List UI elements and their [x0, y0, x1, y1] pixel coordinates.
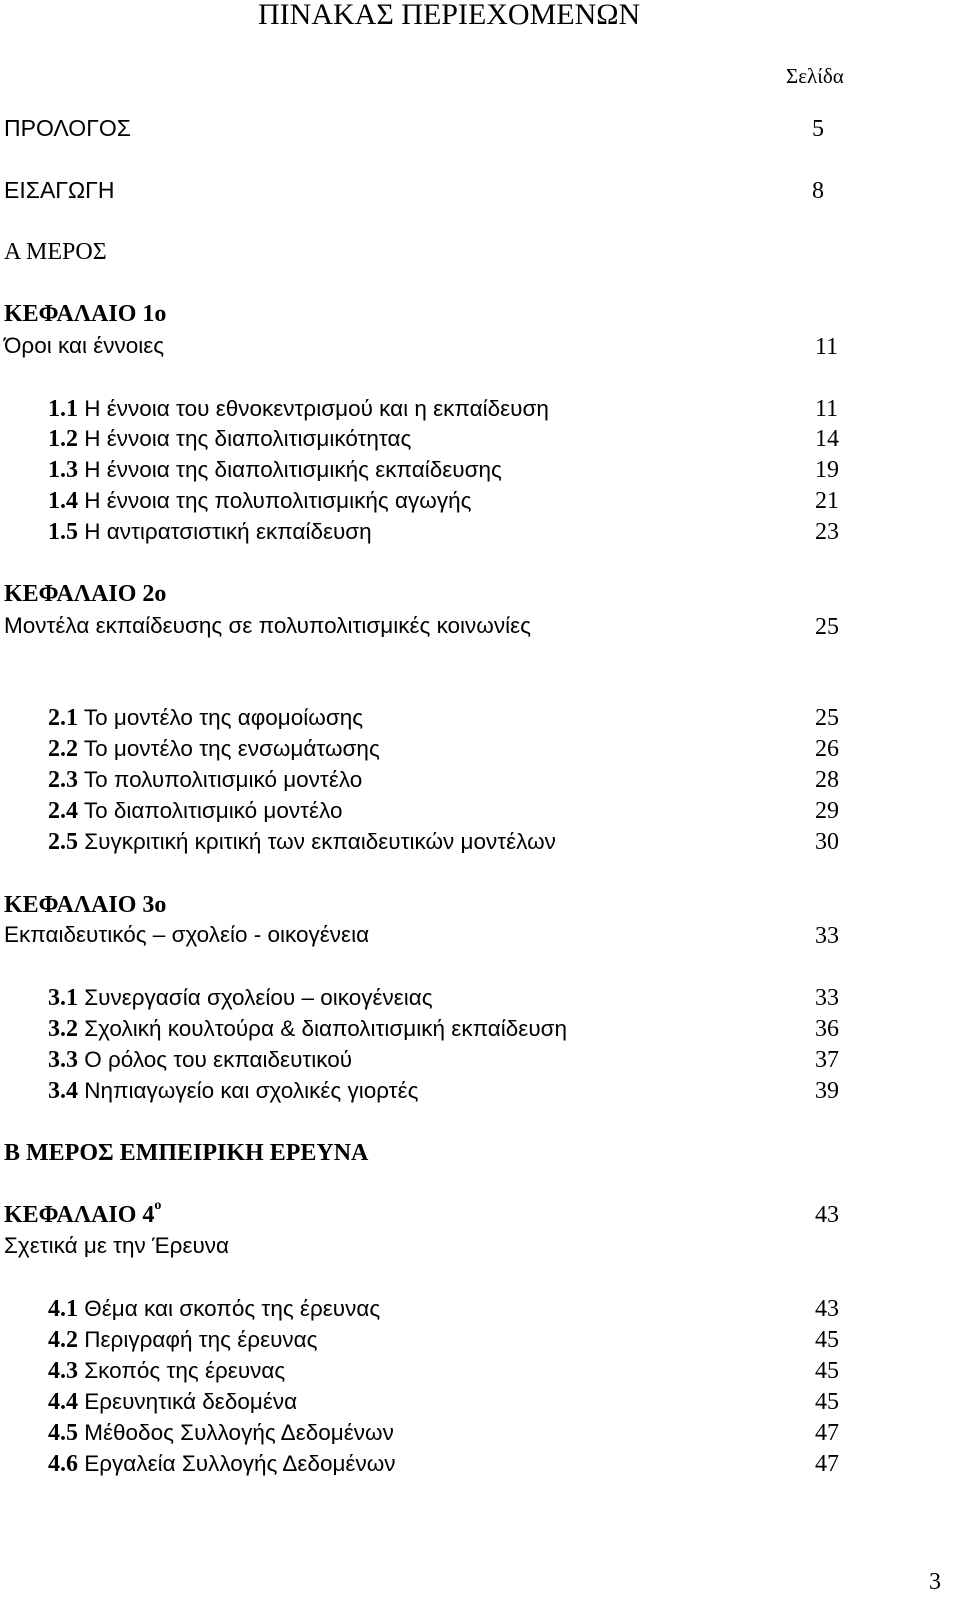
toc-item-1-4-page: 21 — [815, 488, 839, 514]
part-a-heading: Α ΜΕΡΟΣ — [4, 239, 107, 265]
toc-item-2-5: 2.5 Συγκριτική κριτική των εκπαιδευτικών μοντέλων — [48, 829, 556, 855]
toc-item-4-4-page: 45 — [815, 1389, 839, 1415]
toc-item-1-5: 1.5 Η αντιρατσιστική εκπαίδευση — [48, 519, 372, 545]
toc-intro-label: ΕΙΣΑΓΩΓΗ — [4, 177, 115, 203]
toc-item-4-6-page: 47 — [815, 1451, 839, 1477]
toc-item-1-3: 1.3 Η έννοια της διαπολιτισμικής εκπαίδευσης — [48, 457, 502, 483]
toc-item-2-3: 2.3 Το πολυπολιτισμικό μοντέλο — [48, 767, 363, 793]
chapter-1-heading: ΚΕΦΑΛΑΙΟ 1ο — [4, 301, 167, 327]
toc-item-4-3: 4.3 Σκοπός της έρευνας — [48, 1358, 286, 1384]
toc-item-3-4-page: 39 — [815, 1078, 839, 1104]
chapter-3-title: Εκπαιδευτικός – σχολείο - οικογένεια — [4, 922, 370, 947]
chapter-4-title: Σχετικά με την Έρευνα — [4, 1233, 230, 1258]
toc-item-2-1-page: 25 — [815, 705, 839, 731]
toc-item-4-4: 4.4 Ερευνητικά δεδομένα — [48, 1389, 298, 1415]
toc-item-1-4: 1.4 Η έννοια της πολυπολιτισμικής αγωγής — [48, 488, 472, 514]
toc-item-2-3-page: 28 — [815, 767, 839, 793]
toc-item-1-2-page: 14 — [815, 426, 839, 452]
toc-prologue-label: ΠΡΟΛΟΓΟΣ — [4, 115, 131, 141]
chapter-3-heading: ΚΕΦΑΛΑΙΟ 3ο — [4, 892, 167, 918]
toc-item-1-3-page: 19 — [815, 457, 839, 483]
toc-item-3-3-page: 37 — [815, 1047, 839, 1073]
toc-item-1-2: 1.2 Η έννοια της διαπολιτισμικότητας — [48, 426, 412, 452]
toc-item-4-5-page: 47 — [815, 1420, 839, 1446]
toc-item-2-5-page: 30 — [815, 829, 839, 855]
toc-item-2-4-page: 29 — [815, 798, 839, 824]
toc-item-3-1-page: 33 — [815, 985, 839, 1011]
toc-item-4-5: 4.5 Μέθοδος Συλλογής Δεδομένων — [48, 1420, 394, 1446]
chapter-2-title: Μοντέλα εκπαίδευσης σε πολυπολιτισμικές κοινωνίες — [4, 613, 531, 638]
toc-item-4-6: 4.6 Εργαλεία Συλλογής Δεδομένων — [48, 1451, 396, 1477]
part-b-heading: Β ΜΕΡΟΣ ΕΜΠΕΙΡΙΚΗ ΕΡΕΥΝΑ — [4, 1140, 369, 1166]
toc-item-4-1-page: 43 — [815, 1296, 839, 1322]
toc-item-1-1: 1.1 Η έννοια του εθνοκεντρισμού και η εκπαίδευση — [48, 396, 549, 422]
toc-item-2-4: 2.4 Το διαπολιτισμικό μοντέλο — [48, 798, 343, 824]
chapter-4-heading: ΚΕΦΑΛΑΙΟ $4^o$ — [4, 1198, 162, 1228]
toc-item-3-2: 3.2 Σχολική κουλτούρα & διαπολιτισμική εκπαίδευση — [48, 1016, 568, 1042]
toc-item-4-2: 4.2 Περιγραφή της έρευνας — [48, 1327, 318, 1353]
toc-item-3-1: 3.1 Συνεργασία σχολείου – οικογένειας — [48, 985, 433, 1011]
toc-intro-page: 8 — [812, 178, 824, 204]
page-number: 3 — [929, 1569, 941, 1595]
chapter-4-page: 43 — [815, 1202, 839, 1228]
toc-item-4-2-page: 45 — [815, 1327, 839, 1353]
toc-prologue-page: 5 — [812, 116, 824, 142]
toc-item-2-2: 2.2 Το μοντέλο της ενσωμάτωσης — [48, 736, 380, 762]
toc-item-2-2-page: 26 — [815, 736, 839, 762]
chapter-2-heading: ΚΕΦΑΛΑΙΟ 2ο — [4, 581, 167, 607]
chapter-3-page: 33 — [815, 923, 839, 949]
chapter-2-page: 25 — [815, 614, 839, 640]
toc-item-3-4: 3.4 Νηπιαγωγείο και σχολικές γιορτές — [48, 1078, 419, 1104]
toc-item-1-1-page: 11 — [815, 396, 839, 422]
toc-item-3-3: 3.3 Ο ρόλος του εκπαιδευτικού — [48, 1047, 353, 1073]
toc-item-4-1: 4.1 Θέμα και σκοπός της έρευνας — [48, 1296, 381, 1322]
chapter-1-page: 11 — [815, 334, 839, 360]
toc-item-4-3-page: 45 — [815, 1358, 839, 1384]
page-title: ΠΙΝΑΚΑΣ ΠΕΡΙΕΧΟΜΕΝΩΝ — [258, 0, 641, 31]
toc-item-1-5-page: 23 — [815, 519, 839, 545]
page-column-header: Σελίδα — [786, 64, 844, 88]
toc-item-3-2-page: 36 — [815, 1016, 839, 1042]
toc-item-2-1: 2.1 Το μοντέλο της αφομοίωσης — [48, 705, 364, 731]
chapter-1-title: Όροι και έννοιες — [4, 333, 165, 358]
